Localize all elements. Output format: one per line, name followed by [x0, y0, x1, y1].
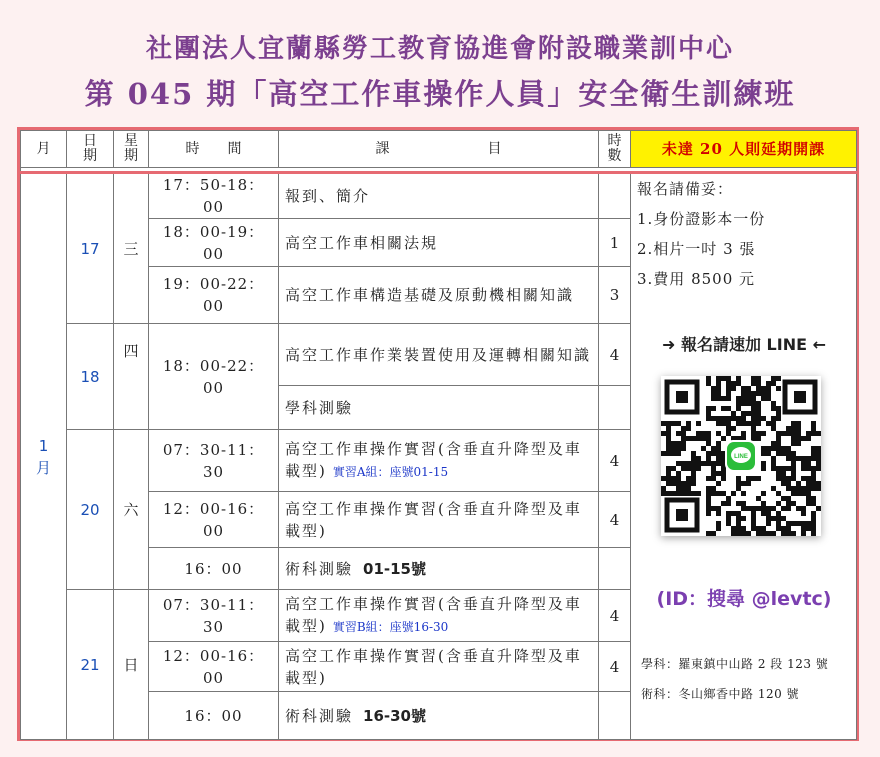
time-cell: 18：00-19：00	[149, 219, 279, 267]
time-cell: 16：00	[149, 692, 279, 740]
course-cell: 高空工作車操作實習(含垂直升降型及車載型)	[279, 642, 599, 692]
course-name: 術科測驗	[285, 706, 354, 725]
course-cell: 高空工作車操作實習(含垂直升降型及車載型)	[279, 492, 599, 548]
qr-code-graphic	[661, 376, 821, 536]
date-cell: 18	[67, 324, 114, 430]
weekday-cell: 日	[114, 590, 149, 740]
course-cell: 高空工作車相關法規	[279, 219, 599, 267]
time-cell: 17：50-18：00	[149, 173, 279, 219]
course-cell: 學科測驗	[279, 386, 599, 430]
course-cell: 高空工作車構造基礎及原動機相關知識	[279, 267, 599, 324]
header-course: 課 目	[279, 131, 599, 168]
course-cell	[279, 430, 599, 492]
requirement-item: 3.費用 8500 元	[637, 270, 756, 288]
min-enrollment-notice: 未達 20 人則延期開課	[631, 131, 857, 168]
line-app-icon	[727, 442, 755, 470]
course-cell: 高空工作車作業裝置使用及運轉相關知識	[279, 324, 599, 386]
weekday-cell: 六	[114, 430, 149, 590]
month-cell: 1 月	[21, 173, 67, 740]
course-name: 高空工作車操作實習(含垂直升降型及車載型)	[285, 595, 582, 635]
hours-cell: 3	[599, 267, 631, 324]
practical-address: 術科：冬山鄉香中路 120 號	[641, 687, 800, 701]
weekday-cell: 三	[114, 173, 149, 324]
line-banner: ➜ 報名請速加 LINE ←	[662, 335, 826, 354]
course-cell	[279, 692, 599, 740]
course-cell	[279, 548, 599, 590]
line-id: (ID：搜尋 @levtc)	[656, 588, 832, 610]
requirement-item: 2.相片一吋 3 張	[637, 240, 756, 258]
hours-cell	[599, 548, 631, 590]
date-cell: 20	[67, 430, 114, 590]
time-cell: 12：00-16：00	[149, 642, 279, 692]
course-cell: 報到、簡介	[279, 173, 599, 219]
course-name: 高空工作車操作實習(含垂直升降型及車載型)	[285, 440, 582, 480]
time-cell: 07：30-11：30	[149, 430, 279, 492]
time-cell: 16：00	[149, 548, 279, 590]
practice-group: 實習A組：座號01-15	[332, 465, 449, 479]
course-name: 術科測驗	[285, 559, 354, 578]
hours-cell	[599, 386, 631, 430]
time-cell: 19：00-22：00	[149, 267, 279, 324]
time-cell: 12：00-16：00	[149, 492, 279, 548]
course-title: 第 045 期「高空工作車操作人員」安全衛生訓練班	[84, 77, 796, 111]
center-title: 社團法人宜蘭縣勞工教育協進會附設職業訓中心	[145, 34, 734, 64]
time-cell: 07：30-11：30	[149, 590, 279, 642]
exam-seats: 01-15號	[363, 559, 426, 578]
requirement-item: 1.身份證影本一份	[637, 210, 766, 228]
header-weekday: 星 期	[114, 131, 149, 168]
hours-cell: 4	[599, 590, 631, 642]
hours-cell	[599, 173, 631, 219]
requirements-heading: 報名請備妥：	[637, 180, 734, 198]
weekday-cell: 四	[114, 324, 149, 430]
hours-cell: 1	[599, 219, 631, 267]
table-row	[21, 173, 857, 219]
date-cell: 21	[67, 590, 114, 740]
course-cell	[279, 590, 599, 642]
header-hours: 時 數	[599, 131, 631, 168]
exam-seats: 16-30號	[363, 706, 426, 725]
line-logo-text: LINE	[734, 454, 748, 460]
hours-cell: 4	[599, 324, 631, 386]
hours-cell: 4	[599, 492, 631, 548]
header-month: 月	[21, 131, 67, 168]
date-cell: 17	[67, 173, 114, 324]
qr-code-icon[interactable]	[661, 376, 821, 536]
table-header	[21, 131, 857, 168]
practice-group: 實習B組：座號16-30	[332, 620, 449, 634]
academic-address: 學科：羅東鎮中山路 2 段 123 號	[641, 657, 829, 671]
info-panel	[631, 173, 857, 740]
hours-cell: 4	[599, 430, 631, 492]
header-time: 時 間	[149, 131, 279, 168]
time-cell: 18：00-22：00	[149, 324, 279, 430]
hours-cell: 4	[599, 642, 631, 692]
schedule-table	[20, 130, 857, 740]
header-date: 日 期	[67, 131, 114, 168]
hours-cell	[599, 692, 631, 740]
